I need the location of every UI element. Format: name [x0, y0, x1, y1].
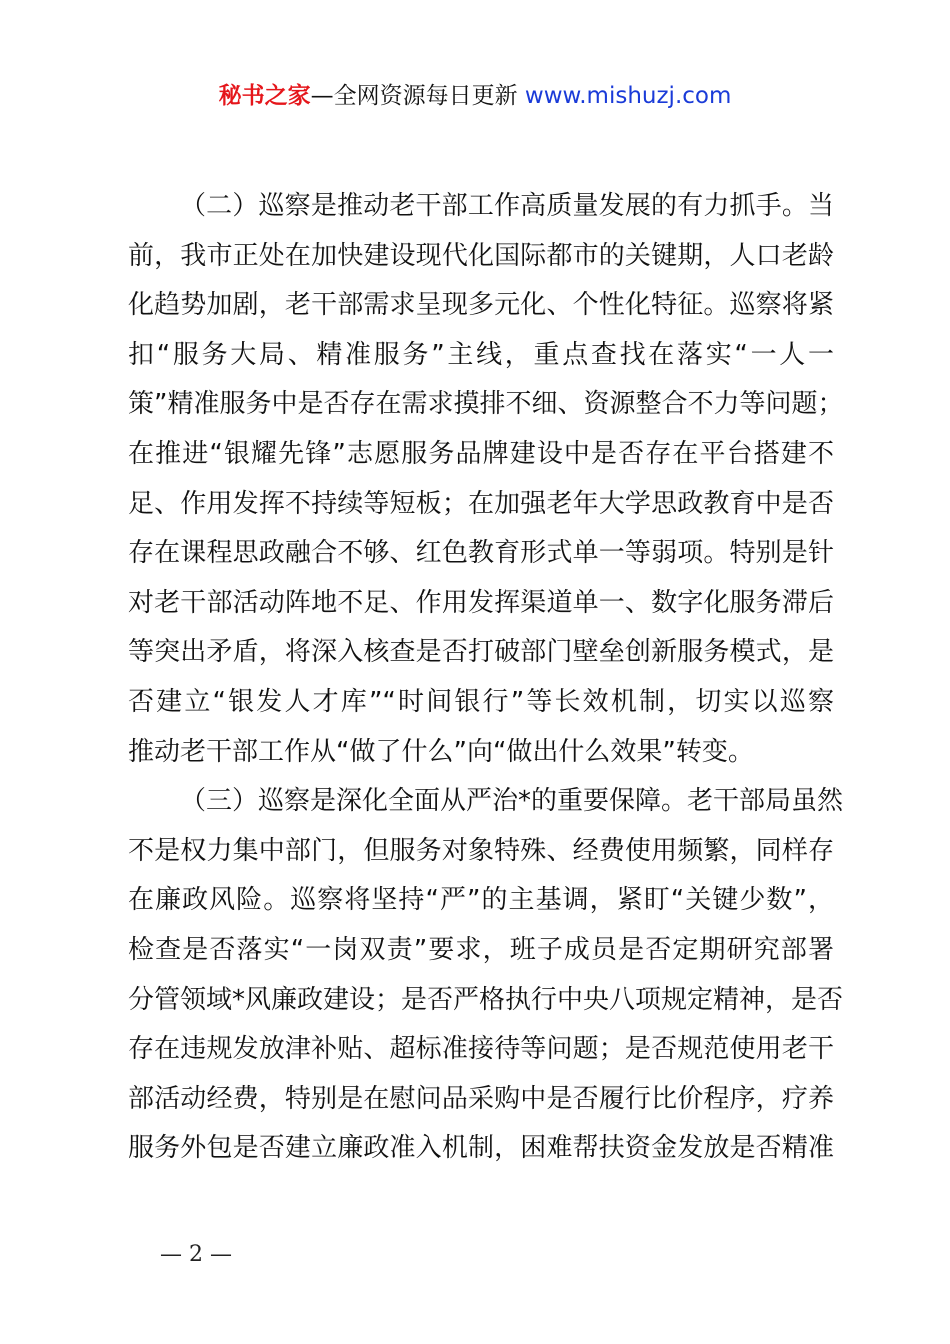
text-line: 策”精准服务中是否存在需求摸排不细、资源整合不力等问题； [128, 389, 844, 420]
text-line: 检查是否落实“一岗双责”要求，班子成员是否定期研究部署 [128, 934, 834, 965]
text-line: 存在违规发放津补贴、超标准接待等问题；是否规范使用老干 [128, 1034, 834, 1065]
text-line: 部活动经费，特别是在慰问品采购中是否履行比价程序，疗养 [128, 1083, 834, 1114]
text-line: 推动老干部工作从“做了什么”向“做出什么效果”转变。 [128, 736, 754, 767]
site-url-link[interactable]: www.mishuzj.com [524, 83, 732, 109]
brand-name: 秘书之家 [218, 83, 311, 109]
text-line: 不是权力集中部门，但服务对象特殊、经费使用频繁，同样存 [128, 835, 834, 866]
text-line: 对老干部活动阵地不足、作用发挥渠道单一、数字化服务滞后 [128, 587, 834, 618]
text-line: 前，我市正处在加快建设现代化国际都市的关键期，人口老龄 [128, 240, 834, 271]
text-line: 等突出矛盾，将深入核查是否打破部门壁垒创新服务模式，是 [128, 637, 834, 668]
paragraph-3 [128, 777, 844, 1174]
text-line: 化趋势加剧，老干部需求呈现多元化、个性化特征。巡察将紧 [128, 290, 834, 321]
document-body [128, 182, 844, 1174]
text-line: 服务外包是否建立廉政准入机制，困难帮扶资金发放是否精准 [128, 1133, 834, 1164]
text-line: 存在课程思政融合不够、红色教育形式单一等弱项。特别是针 [128, 538, 834, 569]
text-line: 在推进“银耀先锋”志愿服务品牌建设中是否存在平台搭建不 [128, 438, 834, 469]
site-header [0, 80, 950, 112]
text-line: 分管领域*风廉政建设；是否严格执行中央八项规定精神，是否 [128, 984, 844, 1015]
text-line: （二）巡察是推动老干部工作高质量发展的有力抓手。当 [180, 191, 834, 221]
page-number: — 2 — [160, 1242, 232, 1267]
header-tagline: —全网资源每日更新 [310, 83, 525, 109]
text-line: 足、作用发挥不持续等短板；在加强老年大学思政教育中是否 [128, 488, 834, 519]
text-line: 在廉政风险。巡察将坚持“严”的主基调，紧盯“关键少数”， [128, 885, 834, 916]
text-line: （三）巡察是深化全面从严治*的重要保障。老干部局虽然 [180, 786, 844, 817]
text-line: 扣“服务大局、精准服务”主线，重点查找在落实“一人一 [128, 339, 834, 370]
paragraph-2 [128, 182, 844, 777]
text-line: 否建立“银发人才库”“时间银行”等长效机制，切实以巡察 [128, 686, 834, 717]
